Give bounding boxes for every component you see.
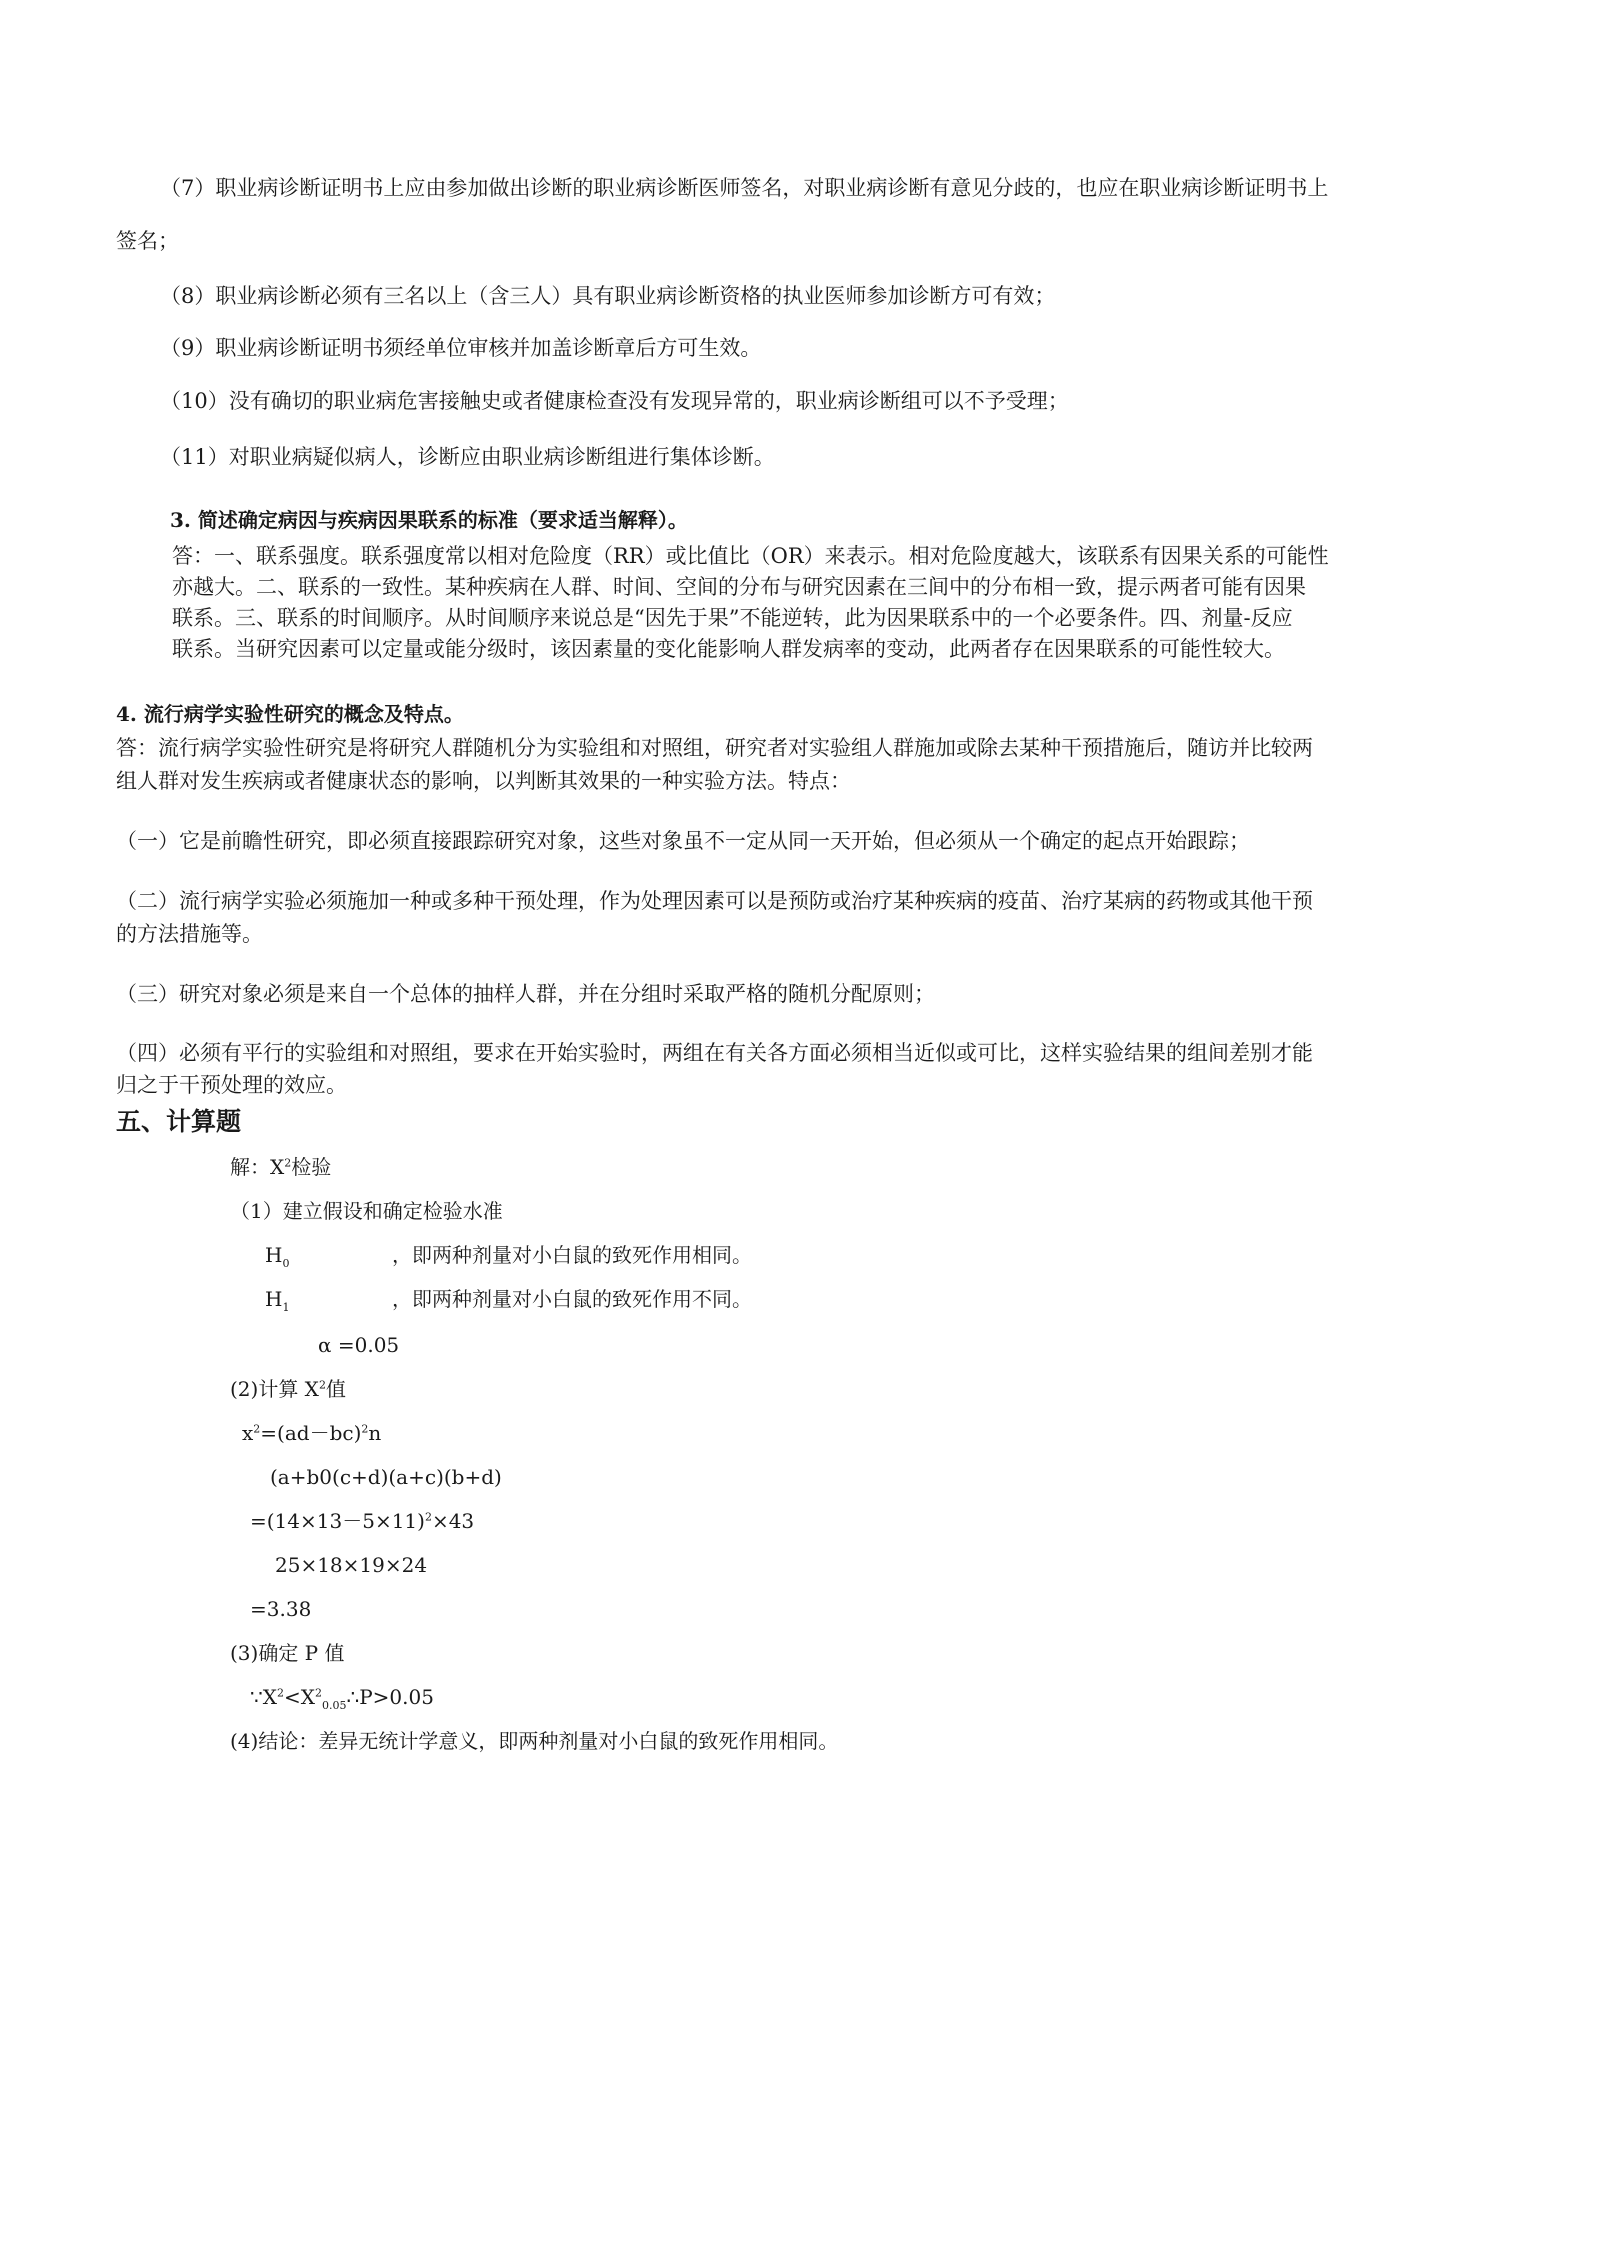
q4-answer-line1: 答：流行病学实验性研究是将研究人群随机分为实验组和对照组，研究者对实验组人群施加或除去某种干预措施后，随访并比较两 xyxy=(116,736,1313,760)
p-sub: 0.05 xyxy=(321,1699,347,1712)
q4-point1: （一）它是前瞻性研究，即必须直接跟踪研究对象，这些对象虽不一定从同一天开始，但必须从一个确定的起点开始跟踪； xyxy=(116,829,1250,853)
h1-text: ，即两种剂量对小白鼠的致死作用不同。 xyxy=(392,1287,752,1311)
formula1-c: n xyxy=(368,1421,382,1445)
h0-line xyxy=(265,1240,289,1270)
formula-line2: (a+b0(c+d)(a+c)(b+d) xyxy=(270,1465,502,1489)
formula3-sup: 2 xyxy=(424,1510,432,1524)
step2-suffix: 值 xyxy=(325,1377,346,1401)
formula-line3 xyxy=(250,1506,474,1536)
q4-point2-line2: 的方法措施等。 xyxy=(116,922,263,946)
step1: （1）建立假设和确定检验水准 xyxy=(230,1199,503,1223)
p-c: ∴P>0.05 xyxy=(346,1685,434,1709)
p-sup-b: 2 xyxy=(314,1686,322,1700)
solution-suffix: 检验 xyxy=(291,1155,332,1179)
formula-line4: 25×18×19×24 xyxy=(275,1553,428,1577)
section5-heading: 五、计算题 xyxy=(116,1107,242,1136)
h0-text: ，即两种剂量对小白鼠的致死作用相同。 xyxy=(392,1243,752,1267)
item7-line2: 签名； xyxy=(116,229,179,253)
solution-line xyxy=(230,1152,331,1182)
step3: (3)确定 P 值 xyxy=(230,1641,345,1665)
q3-answer-line-1: 答：一、联系强度。联系强度常以相对危险度（RR）或比值比（OR）来表示。相对危险度越大，该联系有因果关系的可能性 xyxy=(172,544,1329,568)
formula-line5: =3.38 xyxy=(250,1597,312,1621)
p-b: <X xyxy=(283,1685,315,1709)
formula1-sup-b: 2 xyxy=(361,1422,369,1436)
h1-label: H xyxy=(265,1287,283,1311)
item10: （10）没有确切的职业病危害接触史或者健康检查没有发现异常的，职业病诊断组可以不予受理； xyxy=(160,389,1069,413)
item7-line1: （7）职业病诊断证明书上应由参加做出诊断的职业病诊断医师签名，对职业病诊断有意见分歧的，也应在职业病诊断证明书上 xyxy=(160,176,1329,200)
p-a: ∵X xyxy=(250,1685,277,1709)
step4: (4)结论：差异无统计学意义，即两种剂量对小白鼠的致死作用相同。 xyxy=(230,1729,839,1753)
p-value-line xyxy=(250,1682,434,1712)
solution-prefix: 解：X xyxy=(230,1155,285,1179)
solution-sup: 2 xyxy=(284,1156,292,1170)
q3-answer-line-4: 联系。当研究因素可以定量或能分级时，该因素量的变化能影响人群发病率的变动，此两者存在因果联系的可能性较大。 xyxy=(172,637,1285,661)
h0-sub: 0 xyxy=(282,1257,290,1270)
item11: （11）对职业病疑似病人，诊断应由职业病诊断组进行集体诊断。 xyxy=(160,445,775,469)
h1-sub: 1 xyxy=(282,1301,290,1314)
item9: （9）职业病诊断证明书须经单位审核并加盖诊断章后方可生效。 xyxy=(160,336,762,360)
q4-title: 4. 流行病学实验性研究的概念及特点。 xyxy=(116,702,464,726)
alpha: α =0.05 xyxy=(318,1333,400,1357)
h0-label: H xyxy=(265,1243,283,1267)
formula3-b: ×43 xyxy=(431,1509,475,1533)
q3-answer-line-3: 联系。三、联系的时间顺序。从时间顺序来说总是“因先于果”不能逆转，此为因果联系中的一个必要条件。四、剂量-反应 xyxy=(172,606,1293,630)
q3-title: 3. 简述确定病因与疾病因果联系的标准（要求适当解释）。 xyxy=(170,508,688,532)
formula1-sup-a: 2 xyxy=(253,1422,261,1436)
formula-line1 xyxy=(242,1418,381,1448)
q4-point4-line1: （四）必须有平行的实验组和对照组，要求在开始实验时，两组在有关各方面必须相当近似或可比，这样实验结果的组间差别才能 xyxy=(116,1041,1313,1065)
step2 xyxy=(230,1374,346,1404)
q4-point2-line1: （二）流行病学实验必须施加一种或多种干预处理，作为处理因素可以是预防或治疗某种疾病的疫苗、治疗某病的药物或其他干预 xyxy=(116,889,1313,913)
q4-point3: （三）研究对象必须是来自一个总体的抽样人群，并在分组时采取严格的随机分配原则； xyxy=(116,982,935,1006)
q3-answer-line-2: 亦越大。二、联系的一致性。某种疾病在人群、时间、空间的分布与研究因素在三间中的分布相一致，提示两者可能有因果 xyxy=(172,575,1306,599)
p-sup-a: 2 xyxy=(276,1686,284,1700)
formula3-a: =(14×13－5×11) xyxy=(250,1509,425,1533)
item8: （8）职业病诊断必须有三名以上（含三人）具有职业病诊断资格的执业医师参加诊断方可有效； xyxy=(160,284,1056,308)
step2-prefix: (2)计算 X xyxy=(230,1377,319,1401)
step2-sup: 2 xyxy=(318,1378,326,1392)
h1-line xyxy=(265,1284,289,1314)
q4-point4-line2: 归之于干预处理的效应。 xyxy=(116,1073,347,1097)
formula1-a: x xyxy=(242,1421,254,1445)
formula1-b: =(ad－bc) xyxy=(260,1421,362,1445)
q4-answer-line2: 组人群对发生疾病或者健康状态的影响，以判断其效果的一种实验方法。特点： xyxy=(116,769,851,793)
